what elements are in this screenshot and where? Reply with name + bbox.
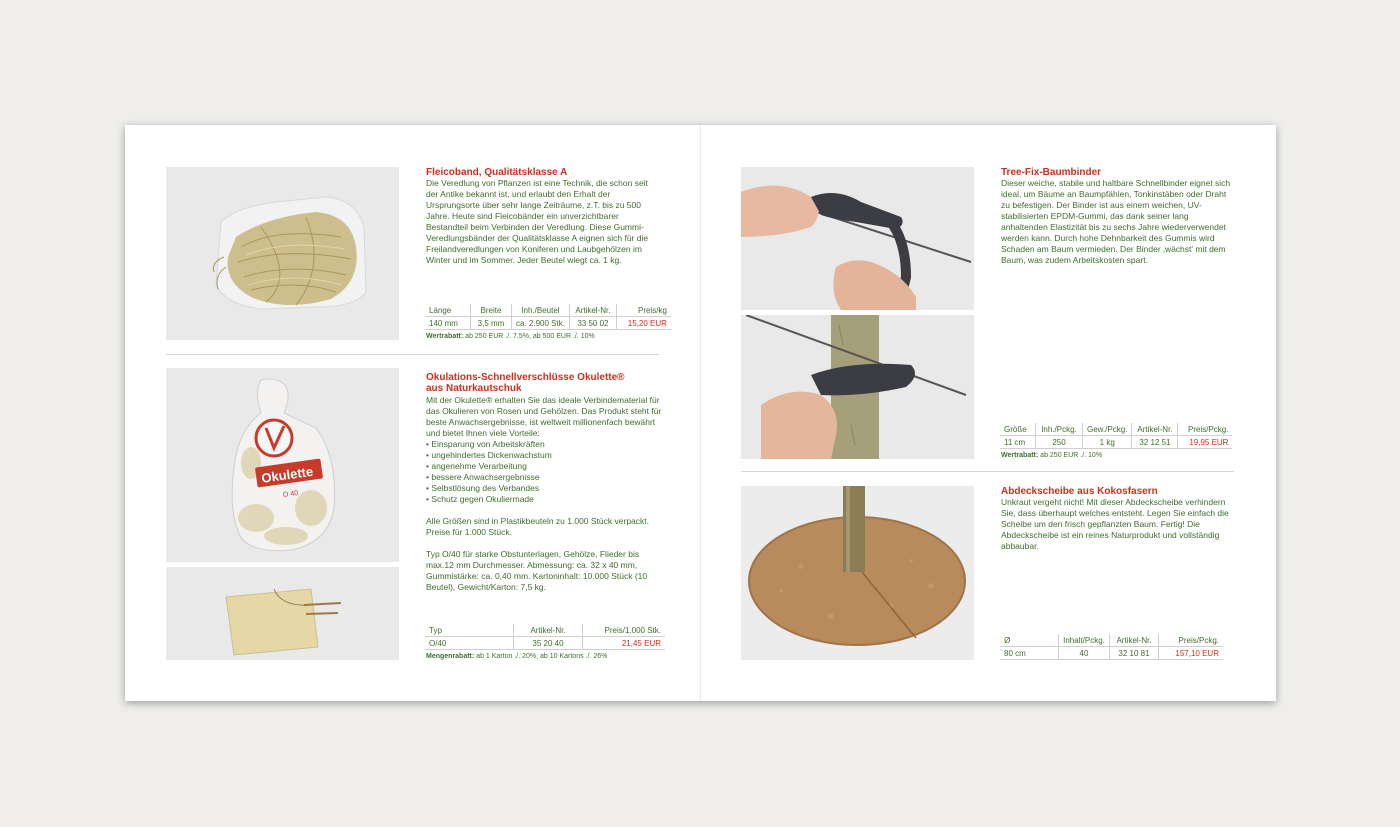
table-cell: 250 [1036, 436, 1083, 449]
table-cell: 40 [1059, 647, 1110, 660]
table-header: Preis/Pckg. [1178, 423, 1233, 436]
table-cell: 35 20 40 [514, 637, 583, 650]
abdeckscheibe-image [741, 486, 974, 660]
left-page [125, 125, 700, 701]
table-header: Preis/1.000 Stk. [583, 624, 666, 637]
brochure-spread [125, 125, 1276, 701]
note-label: Wertrabatt: [1001, 452, 1039, 459]
fleicoband-title: Fleicoband, Qualitätsklasse A [426, 167, 568, 178]
fleicoband-image [166, 167, 399, 340]
okulette-strip-illustration [166, 567, 399, 660]
treefix-discount-note [1001, 452, 1102, 459]
table-header: Inh./Beutel [512, 304, 570, 317]
note-text: ab 250 EUR ./. 10% [1040, 452, 1103, 459]
section-divider [741, 471, 1234, 472]
list-item: • Selbstlösung des Verbandes [426, 483, 662, 494]
fleicoband-description: Die Veredlung von Pflanzen ist eine Technik, die schon seit der Antike bekannt ist, und erlaubt den Erhalt der Ursprungsorte über sehr lange Zeiträume, z.T. bis zu 500 Jahre. Heute sind Fleicobänder ein unverzichtbarer Bestandteil beim Verbinden der Veredlung. Diese Gummi-Veredlungsbänder der Qualitätsklasse A eignen sich für die Freilandveredlungen von Koniferen und Laubgehölzen im Winter und im Sommer. Jeder Beutel wiegt ca. 1 kg. [426, 178, 649, 265]
table-header: Größe [1000, 423, 1036, 436]
table-header: Breite [471, 304, 512, 317]
note-text: ab 1 Karton ./. 20%, ab 10 Kartons ./. 26% [476, 653, 608, 660]
okulette-type-info: Typ O/40 für starke Obstunterlagen, Gehölze, Flieder bis max.12 mm Durchmesser. Abmessung: ca. 32 x 40 mm, Gummistärke: ca. 0,40 mm. Kartoninhalt: 10.000 Stück (10 Beutel), Gewicht/Karton: 7,5 kg. [426, 549, 648, 592]
right-page [701, 125, 1276, 701]
table-cell: ca. 2.900 Stk. [512, 317, 570, 330]
okulette-packaging: Alle Größen sind in Plastikbeuteln zu 1.000 Stück verpackt. Preise für 1.000 Stück. [426, 516, 650, 537]
raffia-bag-illustration [166, 167, 399, 340]
price-cell: 15,20 EUR [616, 317, 671, 330]
table-cell: O/40 [425, 637, 514, 650]
table-cell: 3,5 mm [471, 317, 512, 330]
table-header: Artikel-Nr. [514, 624, 583, 637]
table-header: Gew./Pckg. [1083, 423, 1132, 436]
okulette-description [426, 395, 662, 593]
list-item: • angenehme Verarbeitung [426, 461, 662, 472]
okulette-bag-image [166, 368, 399, 562]
price-cell: 157,10 EUR [1159, 647, 1224, 660]
table-header: Artikel-Nr. [1110, 634, 1159, 647]
table-header: Länge [425, 304, 471, 317]
list-item: • Einsparung von Arbeitskräften [426, 439, 662, 450]
table-cell: 80 cm [1000, 647, 1059, 660]
table-header: Preis/kg [616, 304, 671, 317]
table-header: Artikel-Nr. [1132, 423, 1178, 436]
okulette-title-line2: aus Naturkautschuk [426, 383, 522, 394]
okulette-benefit-list [426, 439, 662, 505]
price-cell: 19,95 EUR [1178, 436, 1233, 449]
table-cell: 1 kg [1083, 436, 1132, 449]
treefix-spec-table [1000, 423, 1232, 449]
table-header: Inh./Pckg. [1036, 423, 1083, 436]
bag-sublabel: O 40 [282, 489, 299, 500]
note-label: Wertrabatt: [426, 333, 464, 340]
table-row [425, 637, 665, 650]
okulette-intro: Mit der Okulette® erhalten Sie das ideale Verbindematerial für das Okulieren von Rosen und Gehölzen. Das Produkt steht für beste Anwachsergebnisse, ist weltweit millionenfach bewährt und bietet Ihnen viele Vorteile: [426, 395, 662, 438]
list-item: • ungehindertes Dickenwachstum [426, 450, 662, 461]
okulette-item-image [166, 567, 399, 660]
okulette-title [426, 372, 666, 394]
treefix-title: Tree-Fix-Baumbinder [1001, 167, 1102, 178]
table-header: Preis/Pckg. [1159, 634, 1224, 647]
table-header: Artikel-Nr. [569, 304, 616, 317]
coco-disc-illustration [741, 486, 974, 660]
treefix-image-bottom [741, 315, 974, 459]
table-cell: 33 50 02 [569, 317, 616, 330]
treefix-image-top [741, 167, 974, 310]
hands-binder-illustration [741, 167, 974, 310]
table-header: Typ [425, 624, 514, 637]
price-cell: 21,45 EUR [583, 637, 666, 650]
bag-label: Okulette [260, 463, 315, 486]
table-cell: 11 cm [1000, 436, 1036, 449]
table-header: Ø [1000, 634, 1059, 647]
table-row [1000, 647, 1223, 660]
table-header: Inhalt/Pckg. [1059, 634, 1110, 647]
table-row [425, 317, 671, 330]
abdeckscheibe-spec-table [1000, 634, 1223, 660]
abdeckscheibe-title: Abdeckscheibe aus Kokosfasern [1001, 486, 1158, 497]
fleicoband-spec-table [425, 304, 671, 330]
list-item: • Schutz gegen Okuliermade [426, 494, 662, 505]
fleicoband-discount-note [426, 333, 595, 340]
table-cell: 32 12 51 [1132, 436, 1178, 449]
okulette-discount-note [426, 653, 607, 660]
okulette-bag-illustration [166, 368, 399, 562]
section-divider [166, 354, 659, 355]
binder-on-tree-illustration [741, 315, 974, 459]
table-row [1000, 436, 1232, 449]
note-text: ab 250 EUR ./. 7,5%, ab 500 EUR ./. 10% [465, 333, 595, 340]
note-label: Mengenrabatt: [426, 653, 475, 660]
treefix-description: Dieser weiche, stabile und haltbare Schnellbinder eignet sich ideal, um Bäume an Baumpfählen, Tonkinstäben oder Draht zu befestigen. Der Binder ist aus einem weichen, UV-stabilisierten EPDM-Gummi, das dank seiner lang anhaltenden Elastizität bis zu sechs Jahre wiederverwendet werden kann. Durch hohe Dehnbarkeit des Gummis wird Schaden am Baum vermieden. Der Binder ‚wächst' mit dem Baum, was zudem Arbeitskosten spart. [1001, 178, 1231, 265]
okulette-spec-table [425, 624, 665, 650]
okulette-title-line1: Okulations-Schnellverschlüsse Okulette® [426, 372, 625, 383]
abdeckscheibe-description: Unkraut vergeht nicht! Mit dieser Abdeckscheibe verhindern Sie, dass überhaupt welches entsteht. Legen Sie einfach die Scheibe um den frisch gepflanzten Baum. Fertig! Die Abdeckscheibe ist ein reines Naturprodukt und vollständig abbaubar. [1001, 497, 1229, 551]
table-cell: 32 10 81 [1110, 647, 1159, 660]
list-item: • bessere Anwachsergebnisse [426, 472, 662, 483]
table-cell: 140 mm [425, 317, 471, 330]
